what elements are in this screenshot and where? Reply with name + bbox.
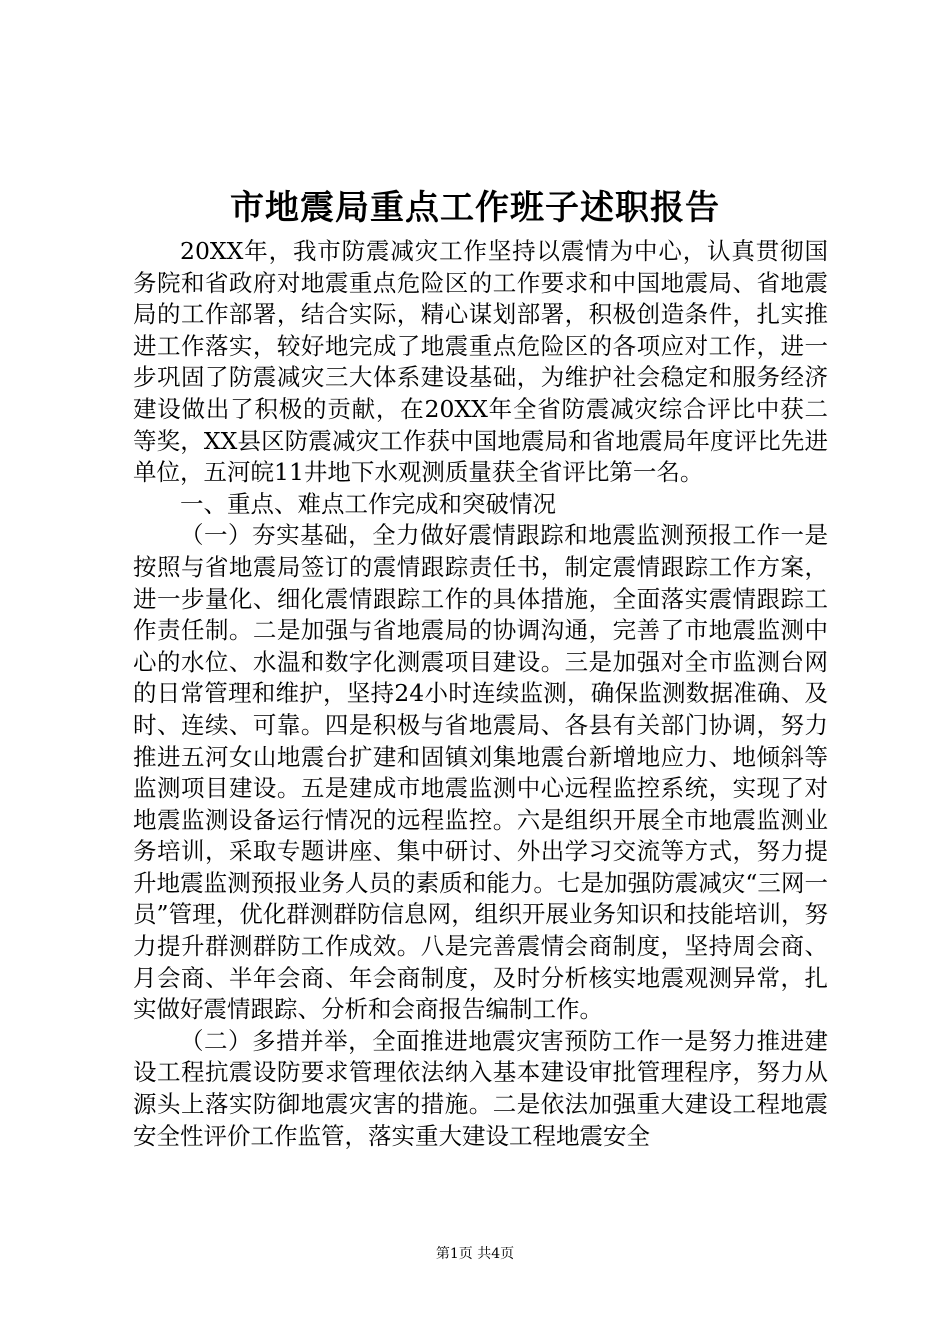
paragraph-monitoring: （一）夯实基础，全力做好震情跟踪和地震监测预报工作一是按照与省地震局签订的震情跟踪责任书，制定震情跟踪工作方案，进一步量化、细化震情跟踪工作的具体措施，全面落实震情跟踪工作责任制。二是加强与省地震局的协调沟通，完善了市地震监测中心的水位、水温和数字化测震项目建设。三是加强对全市监测台网的日常管理和维护，坚持24小时连续监测，确保监测数据准确、及时、连续、可靠。四是积极与省地震局、各县有关部门协调，努力推进五河女山地震台扩建和固镇刘集地震台新增地应力、地倾斜等监测项目建设。五是建成市地震监测中心远程监控系统，实现了对地震监测设备运行情况的远程监控。六是组织开展全市地震监测业务培训，采取专题讲座、集中研讨、外出学习交流等方式，努力提升地震监测预报业务人员的素质和能力。七是加强防震减灾“三网一员”管理，优化群测群防信息网，组织开展业务知识和技能培训，努力提升群测群防工作成效。八是完善震情会商制度，坚持周会商、月会商、半年会商、年会商制度，及时分析核实地震观测异常，扎实做好震情跟踪、分析和会商报告编制工作。 bbox=[133, 521, 828, 1024]
page-number-footer: 第1页 共4页 bbox=[435, 1246, 515, 1262]
paragraph-intro: 20XX年，我市防震减灾工作坚持以震情为中心，认真贯彻国务院和省政府对地震重点危险区的工作要求和中国地震局、省地震局的工作部署，结合实际，精心谋划部署，积极创造条件，扎实推进工作落实，较好地完成了地震重点危险区的各项应对工作，进一步巩固了防震减灾三大体系建设基础，为维护社会稳定和服务经济建设做出了积极的贡献，在20XX年全省防震减灾综合评比中获二等奖，XX县区防震减灾工作获中国地震局和省地震局年度评比先进单位，五河皖11井地下水观测质量获全省评比第一名。 bbox=[133, 237, 828, 487]
document-body bbox=[133, 236, 828, 1152]
section-heading: 一、重点、难点工作完成和突破情况 bbox=[180, 489, 556, 518]
paragraph-prevention: （二）多措并举，全面推进地震灾害预防工作一是努力推进建设工程抗震设防要求管理依法纳入基本建设审批管理程序，努力从源头上落实防御地震灾害的措施。二是依法加强重大建设工程地震安全性评价工作监管，落实重大建设工程地震安全 bbox=[133, 1026, 828, 1150]
document-title: 市地震局重点工作班子述职报告 bbox=[230, 188, 720, 228]
